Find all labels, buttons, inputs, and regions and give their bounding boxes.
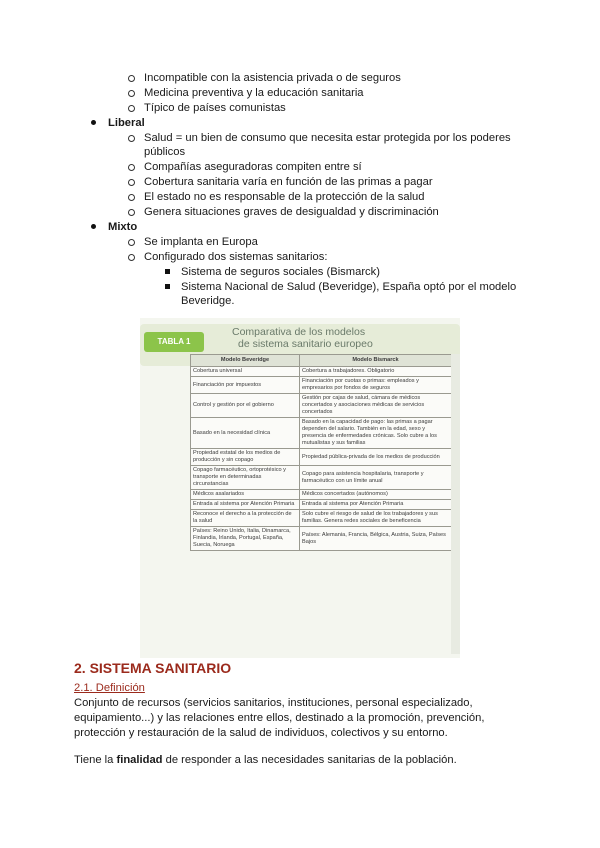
circle-bullet-icon — [128, 135, 135, 142]
table-cell-beveridge: Reconoce el derecho a la protección de la salud — [191, 510, 300, 527]
table-row — [191, 377, 452, 394]
list-item: Incompatible con la asistencia privada o de seguros — [144, 72, 401, 84]
paragraph-line: Conjunto de recursos (servicios sanitarios, instituciones, personal especializado, — [74, 697, 473, 709]
table-cell-beveridge: Médicos asalariados — [191, 490, 300, 500]
table-cell-beveridge: Cobertura universal — [191, 367, 300, 377]
table-row — [191, 418, 452, 449]
list-item: El estado no es responsable de la protección de la salud — [144, 191, 425, 203]
final-text-bold: finalidad — [116, 754, 163, 766]
comparison-table — [190, 354, 452, 551]
circle-bullet-icon — [128, 105, 135, 112]
table-row — [191, 490, 452, 500]
sub-list-item: Sistema de seguros sociales (Bismarck) — [181, 266, 380, 278]
paragraph-line: protección y restauración de la salud de individuos, colectivos y su entorno. — [74, 727, 448, 739]
square-bullet-icon — [165, 269, 170, 274]
circle-bullet-icon — [128, 194, 135, 201]
comparison-table-figure — [140, 318, 460, 658]
table-cell-beveridge: Financiación por impuestos — [191, 377, 300, 394]
table-edge — [451, 354, 460, 654]
list-item: Configurado dos sistemas sanitarios: — [144, 251, 328, 263]
paragraph-line: equipamiento...) y las relaciones entre ellos, destinado a la promoción, prevención, — [74, 712, 485, 724]
table-cell-bismarck: Cobertura a trabajadores. Obligatorio — [300, 367, 452, 377]
table-row — [191, 500, 452, 510]
table-cell-bismarck: Países: Alemania, Francia, Bélgica, Austria, Suiza, Países Bajos — [300, 527, 452, 551]
list-item: Compañías aseguradoras compiten entre sí — [144, 161, 362, 173]
table-cell-bismarck: Propiedad pública-privada de los medios de producción — [300, 449, 452, 466]
table-cell-beveridge: Entrada al sistema por Atención Primaria — [191, 500, 300, 510]
circle-bullet-icon — [128, 209, 135, 216]
square-bullet-icon — [165, 284, 170, 289]
table-header-bismarck: Modelo Bismarck — [300, 355, 452, 367]
table-title-line2: de sistema sanitario europeo — [238, 338, 373, 350]
table-cell-beveridge: Países: Reino Unido, Italia, Dinamarca, Finlandia, Irlanda, Portugal, España, Suecia, Noruega — [191, 527, 300, 551]
table-cell-bismarck: Financiación por cuotas o primas: empleados y empresarios por fondos de seguros — [300, 377, 452, 394]
circle-bullet-icon — [128, 179, 135, 186]
circle-bullet-icon — [128, 164, 135, 171]
list-item-continuation: públicos — [144, 146, 186, 158]
subsection-title: 2.1. Definición — [74, 682, 145, 694]
disc-bullet-icon — [91, 224, 96, 229]
list-item: Salud = un bien de consumo que necesita estar protegida por los poderes — [144, 132, 511, 144]
section-title: 2. SISTEMA SANITARIO — [74, 660, 232, 676]
mixto-heading: Mixto — [108, 221, 138, 233]
table-cell-beveridge: Copago farmacéutico, ortoprotésico y transporte en determinadas circunstancias — [191, 466, 300, 490]
table-tag: TABLA 1 — [144, 332, 204, 352]
list-item: Medicina preventiva y la educación sanitaria — [144, 87, 364, 99]
table-cell-bismarck: Basado en la capacidad de pago: las primas a pagar dependen del salario. También en la edad, sexo y presencia de enfermedades crónicas. Solo cubre a los mutualistas y sus familias — [300, 418, 452, 449]
circle-bullet-icon — [128, 90, 135, 97]
table-cell-bismarck: Entrada al sistema por Atención Primaria — [300, 500, 452, 510]
table-header-beveridge: Modelo Beveridge — [191, 355, 300, 367]
table-cell-beveridge: Control y gestión por el gobierno — [191, 394, 300, 418]
final-paragraph — [74, 753, 457, 767]
table-row — [191, 449, 452, 466]
circle-bullet-icon — [128, 239, 135, 246]
list-item: Se implanta en Europa — [144, 236, 258, 248]
table-cell-bismarck: Copago para asistencia hospitalaria, transporte y farmacéutico con un límite anual — [300, 466, 452, 490]
table-row — [191, 466, 452, 490]
table-cell-bismarck: Solo cubre el riesgo de salud de los trabajadores y sus familias. Genera redes sociales de beneficencia — [300, 510, 452, 527]
table-cell-bismarck: Médicos concertados (autónomos) — [300, 490, 452, 500]
table-row — [191, 510, 452, 527]
table-row — [191, 527, 452, 551]
liberal-heading: Liberal — [108, 117, 145, 129]
list-item: Típico de países comunistas — [144, 102, 286, 114]
circle-bullet-icon — [128, 254, 135, 261]
sub-list-item-continuation: Beveridge. — [181, 295, 235, 307]
table-title-line1: Comparativa de los modelos — [232, 326, 366, 338]
final-text-after: de responder a las necesidades sanitarias de la población. — [162, 754, 457, 766]
table-cell-beveridge: Propiedad estatal de los medios de producción y sin copago — [191, 449, 300, 466]
table-cell-beveridge: Basado en la necesidad clínica — [191, 418, 300, 449]
final-text-before: Tiene la — [74, 754, 117, 766]
list-item: Genera situaciones graves de desigualdad y discriminación — [144, 206, 439, 218]
circle-bullet-icon — [128, 75, 135, 82]
table-row — [191, 367, 452, 377]
table-cell-bismarck: Gestión por cajas de salud, cámara de médicos concertados y asociaciones médicas de servicios concertados — [300, 394, 452, 418]
sub-list-item: Sistema Nacional de Salud (Beveridge), España optó por el modelo — [181, 281, 517, 293]
table-row — [191, 394, 452, 418]
disc-bullet-icon — [91, 120, 96, 125]
list-item: Cobertura sanitaria varía en función de las primas a pagar — [144, 176, 433, 188]
